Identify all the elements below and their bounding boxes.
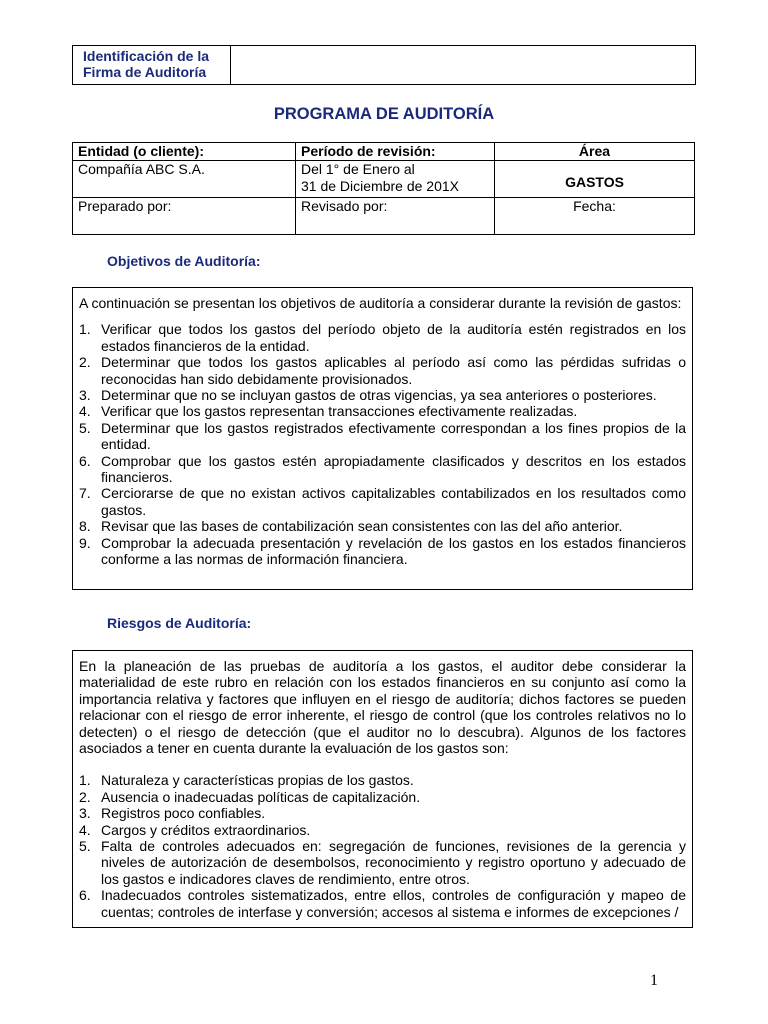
list-item: 5. Falta de controles adecuados en: segregación de funciones, revisiones de la gerencia y niveles de autorización de desembolsos, reconocimiento y registro oportuno y adecuado de los gastos e indicadores claves de rendimiento, entre otros. [79,838,686,887]
list-item: 1. Verificar que todos los gastos del período objeto de la auditoría estén registrados en los estados financieros de la entidad. [79,321,686,354]
list-item: 3. Registros poco confiables. [79,805,266,822]
objectives-box [72,287,693,590]
risks-list [79,772,686,920]
list-item: 8. Revisar que las bases de contabilización sean consistentes con las del año anterior. [79,518,623,535]
list-item: 4. Cargos y créditos extraordinarios. [79,821,311,838]
objectives-list [79,321,686,567]
risks-box [72,650,693,928]
period-line-2: 31 de Diciembre de 201X [301,178,459,194]
firm-identification-label: Identificación de la Firma de Auditoría [73,46,231,84]
firm-identification-box [72,45,696,85]
list-item: 9. Comprobar la adecuada presentación y revelación de los gastos en los estados financieros conforme a las normas de información financiera. [79,534,686,568]
list-item: 6. Comprobar que los gastos estén apropiadamente clasificados y descritos en los estados financieros. [79,452,686,486]
area-header: Área [495,143,695,161]
reviewed-by-label: Revisado por: [296,198,495,235]
info-table-header-row [73,143,695,161]
risks-intro: En la planeación de las pruebas de auditoría a los gastos, el auditor debe considerar la materialidad de este rubro en relación con los estados financieros en su conjunto así como la importancia relativa y factores que influyen en el riesgo de auditoría; dichos factores se pueden relacionar con el riesgo de error inherente, el riesgo de control (que los controles relativos no lo detecten) o el riesgo de detección (que el auditor no lo descubra). Algunos de los factores asociados a tener en cuenta durante la evaluación de los gastos son: [79,658,686,757]
entity-value: Compañía ABC S.A. [73,161,296,198]
list-item: 2. Ausencia o inadecuadas políticas de capitalización. [79,788,421,805]
objectives-intro: A continuación se presentan los objetivos de auditoría a considerar durante la revisión de gastos: [79,295,682,311]
period-header: Período de revisión: [296,143,495,161]
area-value: GASTOS [495,161,695,198]
prepared-by-label: Preparado por: [73,198,296,235]
info-table [72,142,695,235]
entity-header: Entidad (o cliente): [73,143,296,161]
period-line-1: Del 1° de Enero al [301,161,415,177]
info-table-values-row [73,161,695,198]
period-value [296,161,495,198]
page-number: 1 [650,972,658,989]
list-item: 4. Verificar que los gastos representan transacciones efectivamente realizadas. [79,403,578,420]
list-item: 1. Naturaleza y características propias de los gastos. [79,772,414,789]
page-title: PROGRAMA DE AUDITORÍA [273,105,495,123]
info-table-signoff-row [73,198,695,235]
date-label: Fecha: [495,198,695,235]
objectives-heading: Objetivos de Auditoría: [107,253,261,269]
risks-heading: Riesgos de Auditoría: [107,615,252,631]
list-item: 6. Inadecuados controles sistematizados, entre ellos, controles de configuración y mapeo de cuentas; controles de interfase y conversión; accesos al sistema e informes de excepciones / [79,887,686,920]
list-item: 2. Determinar que todos los gastos aplicables al período así como las pérdidas sufridas o reconocidas han sido debidamente provisionados. [79,354,686,387]
list-item: 5. Determinar que los gastos registrados efectivamente correspondan a los fines propios de la entidad. [79,419,686,453]
firm-identification-value [231,46,695,84]
list-item: 7. Cerciorarse de que no existan activos capitalizables contabilizados en los resultados como gastos. [79,485,686,518]
list-item: 3. Determinar que no se incluyan gastos de otras vigencias, ya sea anteriores o posteriores. [79,387,657,404]
